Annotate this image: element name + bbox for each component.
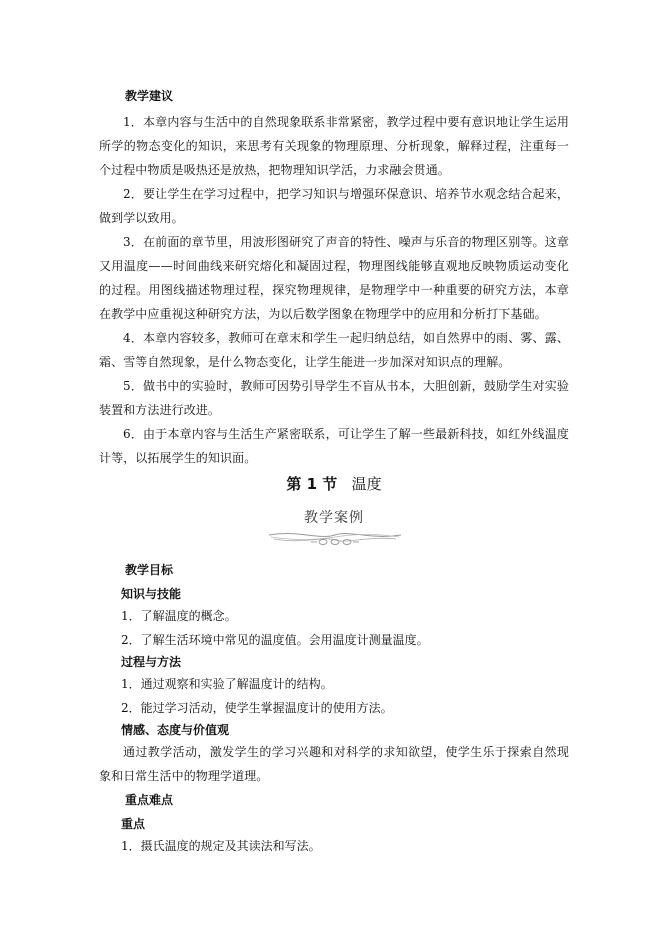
key-points-subheading: 重点 (121, 817, 146, 831)
objective-item: 2．了解生活环境中常见的温度值。会用温度计测量温度。 (121, 633, 429, 647)
teaching-suggestions-heading: 教学建议 (125, 89, 174, 103)
case-banner-label: 教学案例 (304, 510, 364, 526)
section-title (99, 470, 569, 496)
section-name: 温度 (351, 475, 382, 493)
suggestion-paragraph: 6．由于本章内容与生活生产紧密联系，可让学生了解一些最新科技，如红外线温度计等，以拓展学生的知识面。 (99, 427, 569, 465)
ornament-divider-icon (99, 526, 569, 552)
process-heading: 过程与方法 (121, 655, 182, 669)
case-banner (99, 508, 569, 554)
objective-item: 2．能过学习活动，使学生掌握温度计的使用方法。 (121, 701, 393, 715)
emotion-paragraph: 通过教学活动，激发学生的学习兴趣和对科学的求知欲望，使学生乐于探索自然现象和日常生活中的物理学道理。 (99, 745, 569, 783)
objective-item: 1．通过观察和实验了解温度计的结构。 (121, 677, 333, 691)
suggestion-paragraph: 4．本章内容较多，教师可在章末和学生一起归纳总结，如自然界中的雨、雾、露、霜、雪等自然现象，是什么物态变化，让学生能进一步加深对知识点的理解。 (99, 331, 569, 369)
emotion-heading: 情感、态度与价值观 (121, 723, 230, 737)
key-point-item: 1．摄氏温度的规定及其读法和写法。 (121, 839, 321, 853)
section-number: 第 1 节 (286, 475, 338, 493)
objective-item: 1．了解温度的概念。 (121, 609, 237, 623)
key-points-heading: 重点难点 (125, 793, 174, 807)
suggestion-paragraph: 5．做书中的实验时，教师可因势引导学生不盲从书本，大胆创新，鼓励学生对实验装置和方法进行改进。 (99, 379, 569, 417)
document-page (99, 86, 569, 858)
suggestion-paragraph: 1．本章内容与生活中的自然现象联系非常紧密，教学过程中要有意识地让学生运用所学的物态变化的知识，来思考有关现象的物理原理、分析现象，解释过程，注重每一个过程中物质是吸热还是放热，把物理知识学活，力求融会贯通。 (99, 115, 569, 177)
knowledge-heading: 知识与技能 (121, 587, 182, 601)
objectives-heading: 教学目标 (125, 563, 174, 577)
suggestion-paragraph: 2．要让学生在学习过程中，把学习知识与增强环保意识、培养节水观念结合起来，做到学以致用。 (99, 187, 569, 225)
suggestion-paragraph: 3．在前面的章节里，用波形图研究了声音的特性、噪声与乐音的物理区别等。这章又用温度——时间曲线来研究熔化和凝固过程，物理图线能够直观地反映物质运动变化的过程。用图线描述物理过程，探究物理规律，是物理学中一种重要的研究方法，本章在教学中应重视这种研究方法，为以后数学图象在物理学中的应用和分析打下基础。 (99, 235, 569, 321)
